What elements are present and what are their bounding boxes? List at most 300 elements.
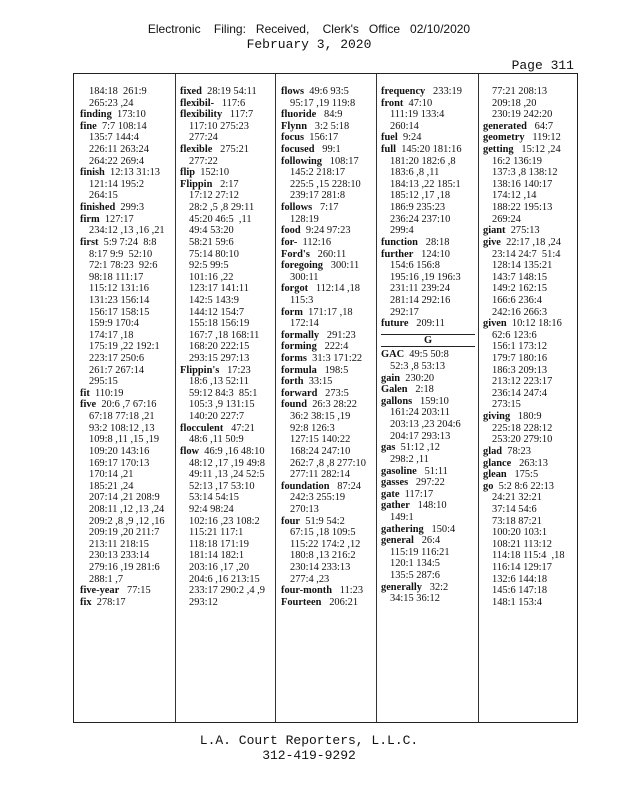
page-line-references: 279:16 ,19 281:6 xyxy=(89,561,160,573)
index-entry-continuation xyxy=(180,458,274,470)
index-entry-continuation xyxy=(180,214,274,226)
index-entry-continuation xyxy=(80,527,174,539)
index-entry-continuation xyxy=(180,550,274,562)
page-line-references: 28:19 54:11 xyxy=(201,86,257,97)
index-term: gather xyxy=(381,500,410,512)
page-line-references: 222:4 xyxy=(316,341,349,353)
page-line-references: 9:24 97:23 xyxy=(300,225,351,237)
index-term: gasoline xyxy=(381,465,417,477)
reporter-phone: 312-419-9292 xyxy=(262,748,356,763)
page-line-references: 288:1 ,7 xyxy=(89,573,124,585)
page-line-references: 275:21 xyxy=(212,144,249,156)
index-entry xyxy=(381,86,477,98)
page-line-references: 115:21 117:1 xyxy=(189,527,244,539)
page-line-references: 28:2 ,5 ,8 29:11 xyxy=(189,202,255,214)
index-column-3 xyxy=(281,86,375,722)
index-entry-continuation xyxy=(180,156,274,168)
index-entry xyxy=(180,365,274,377)
index-entry-continuation xyxy=(80,190,174,202)
page-line-references: 17:12 27:12 xyxy=(189,190,239,202)
index-entry-continuation xyxy=(80,341,174,353)
index-term: fix xyxy=(80,596,92,608)
index-entry-continuation xyxy=(483,423,577,435)
index-entry-continuation xyxy=(281,504,375,516)
index-entry-continuation xyxy=(80,330,174,342)
page-line-references: 171:17 ,18 xyxy=(302,306,353,318)
page-line-references: 118:18 171:19 xyxy=(189,538,249,550)
index-entry-continuation xyxy=(483,330,577,342)
index-entry-continuation xyxy=(381,454,477,466)
page-line-references: 92:5 99:5 xyxy=(189,260,229,272)
index-entry xyxy=(381,373,477,385)
index-entry xyxy=(281,585,375,597)
index-entry xyxy=(281,307,375,319)
index-entry-continuation xyxy=(381,431,477,443)
index-entry xyxy=(281,481,375,493)
index-entry-continuation xyxy=(483,365,577,377)
page-line-references: 166:6 236:4 xyxy=(492,294,542,306)
index-entry-continuation xyxy=(483,283,577,295)
index-entry xyxy=(381,582,477,594)
page-line-references: 174:12 ,14 xyxy=(492,190,537,202)
index-entry xyxy=(281,121,375,133)
page-line-references: 152:10 xyxy=(195,167,230,179)
index-entry-continuation xyxy=(281,411,375,423)
index-term: given xyxy=(483,318,507,330)
page-line-references: 121:14 195:2 xyxy=(89,178,145,190)
page-line-references: 261:7 267:14 xyxy=(89,364,145,376)
page-line-references: 72:1 78:23 92:6 xyxy=(89,260,158,272)
page-line-references: 209:11 xyxy=(408,318,445,330)
index-entry-continuation xyxy=(80,458,174,470)
index-entry xyxy=(180,179,274,191)
index-entry xyxy=(281,249,375,261)
index-entry-continuation xyxy=(483,260,577,272)
index-entry-continuation xyxy=(281,539,375,551)
page-line-references: 138:16 140:17 xyxy=(492,178,553,190)
page-line-references: 2:17 xyxy=(212,178,239,190)
page-line-references: 144:12 154:7 xyxy=(189,306,245,318)
page-line-references: 115:19 116:21 xyxy=(390,546,450,558)
page-line-references: 253:20 279:10 xyxy=(492,434,553,446)
index-term: following xyxy=(281,155,322,167)
page-line-references: 22:17 ,18 ,24 xyxy=(500,236,561,248)
page-line-references: 264:22 269:4 xyxy=(89,155,145,167)
page-number: Page 311 xyxy=(511,58,574,73)
page-line-references: 32:2 xyxy=(421,581,449,593)
index-entry-continuation xyxy=(381,593,477,605)
page-line-references: 23:14 24:7 51:4 xyxy=(492,248,561,260)
index-entry-continuation xyxy=(80,249,174,261)
index-entry xyxy=(483,411,577,423)
page-line-references: 34:15 36:12 xyxy=(390,593,440,605)
index-entry-continuation xyxy=(483,492,577,504)
index-entry xyxy=(381,318,477,330)
page-line-references: 99:1 xyxy=(314,144,341,156)
index-entry xyxy=(483,458,577,470)
index-term: Flippin xyxy=(180,178,213,190)
page-line-references: 293:15 297:13 xyxy=(189,353,250,365)
index-entry-continuation xyxy=(80,283,174,295)
page-line-references: 188:22 195:13 xyxy=(492,202,553,214)
index-entry-continuation xyxy=(180,295,274,307)
page-line-references: 93:2 108:12 ,13 xyxy=(89,422,155,434)
page-line-references: 198:5 xyxy=(316,364,349,376)
section-letter: G xyxy=(381,334,475,348)
index-entry xyxy=(381,144,477,156)
page-line-references: 230:19 242:20 xyxy=(492,109,553,121)
page-line-references: 49:4 53:20 xyxy=(189,225,234,237)
index-term: flip xyxy=(180,167,196,179)
index-entry-continuation xyxy=(381,109,477,121)
filing-date-line: February 3, 2020 xyxy=(246,37,372,52)
index-entry-continuation xyxy=(483,179,577,191)
index-term: four-month xyxy=(281,585,332,597)
index-entry-continuation xyxy=(180,469,274,481)
index-term: further xyxy=(381,248,414,260)
page-line-references: 17:23 xyxy=(219,364,251,376)
index-entry xyxy=(381,535,477,547)
index-entry-continuation xyxy=(80,376,174,388)
page-line-references: 3:2 5:18 xyxy=(307,120,350,132)
page-line-references: 168:24 247:10 xyxy=(290,445,351,457)
index-entry-continuation xyxy=(80,574,174,586)
index-entry xyxy=(80,109,174,121)
index-entry xyxy=(381,500,477,512)
index-entry-continuation xyxy=(80,353,174,365)
page-line-references: 213:12 223:17 xyxy=(492,376,553,388)
index-entry-continuation xyxy=(80,481,174,493)
page-line-references: 297:22 xyxy=(408,477,445,489)
page-line-references: 148:1 153:4 xyxy=(492,596,542,608)
index-entry-continuation xyxy=(483,539,577,551)
page-line-references: 186:9 235:23 xyxy=(390,202,446,214)
page-line-references: 169:17 170:13 xyxy=(89,457,150,469)
index-term: glean xyxy=(483,469,507,481)
index-column-4 xyxy=(381,86,477,722)
index-entry xyxy=(80,202,174,214)
page-line-references: 155:18 156:19 xyxy=(189,318,250,330)
index-term: fit xyxy=(80,387,90,399)
index-entry xyxy=(281,516,375,528)
index-entry xyxy=(483,237,577,249)
index-term: Fourteen xyxy=(281,596,322,608)
index-entry-continuation xyxy=(281,423,375,435)
index-term: finding xyxy=(80,109,112,121)
index-entry xyxy=(281,225,375,237)
page-line-references: 300:11 xyxy=(290,271,319,283)
index-entry-continuation xyxy=(483,353,577,365)
page-line-references: 49:11 ,13 ,24 52:5 xyxy=(189,469,265,481)
page-line-references: 105:3 ,9 131:15 xyxy=(189,399,255,411)
index-entry xyxy=(281,597,375,609)
page-line-references: 64:7 xyxy=(526,120,554,132)
index-entry-continuation xyxy=(483,597,577,609)
page-line-references: 10:12 18:16 xyxy=(506,318,562,330)
index-entry-continuation xyxy=(483,272,577,284)
page-line-references: 7:17 xyxy=(312,202,339,214)
index-entry-continuation xyxy=(180,376,274,388)
index-entry-continuation xyxy=(80,132,174,144)
page-line-references: 109:20 143:16 xyxy=(89,445,150,457)
page-line-references: 175:5 xyxy=(506,469,539,481)
index-entry-continuation xyxy=(80,562,174,574)
index-entry-continuation xyxy=(180,341,274,353)
page-line-references: 24:21 32:21 xyxy=(492,492,542,504)
index-entry-continuation xyxy=(381,283,477,295)
index-entry-continuation xyxy=(483,376,577,388)
index-entry-continuation xyxy=(180,330,274,342)
index-entry-continuation xyxy=(80,550,174,562)
index-entry-continuation xyxy=(381,121,477,133)
index-term: flexible xyxy=(180,144,213,156)
page-line-references: 242:3 255:19 xyxy=(290,492,346,504)
page-line-references: 184:18 261:9 xyxy=(89,86,147,97)
page-line-references: 195:16 ,19 196:3 xyxy=(390,271,461,283)
index-entry-continuation xyxy=(80,86,174,98)
index-column-2 xyxy=(180,86,274,722)
index-entry-continuation xyxy=(483,504,577,516)
index-entry xyxy=(180,446,274,458)
page-line-references: 120:1 134:5 xyxy=(390,558,440,570)
index-entry-continuation xyxy=(483,167,577,179)
page-line-references: 59:12 84:3 85:1 xyxy=(189,387,258,399)
page-line-references: 234:12 ,13 ,16 ,21 xyxy=(89,225,165,237)
index-entry xyxy=(483,446,577,458)
index-entry-continuation xyxy=(180,492,274,504)
index-entry-continuation xyxy=(281,458,375,470)
page-line-references: 230:13 233:14 xyxy=(89,550,150,562)
index-entry xyxy=(483,469,577,481)
index-entry xyxy=(281,388,375,400)
page-line-references: 117:17 xyxy=(399,488,434,500)
index-entry-continuation xyxy=(180,283,274,295)
page-line-references: 242:16 266:3 xyxy=(492,306,548,318)
index-term: gathering xyxy=(381,523,424,535)
page-line-references: 270:13 xyxy=(290,503,319,515)
page-line-references: 47:10 xyxy=(403,97,433,109)
page-line-references: 277:22 xyxy=(189,155,218,167)
index-entry-continuation xyxy=(281,318,375,330)
index-term: glad xyxy=(483,445,503,457)
page-line-references: 98:18 111:17 xyxy=(89,271,144,283)
page-line-references: 52:13 ,17 53:10 xyxy=(189,480,255,492)
page-line-references: 51:12 ,12 xyxy=(395,442,440,454)
index-entry-continuation xyxy=(381,570,477,582)
page-line-references: 159:10 xyxy=(412,395,449,407)
index-entry-continuation xyxy=(281,179,375,191)
index-entry-continuation xyxy=(80,98,174,110)
index-term: five-year xyxy=(80,585,120,597)
page-line-references: 299:3 xyxy=(115,202,145,214)
page-line-references: 5:9 7:24 8:8 xyxy=(98,236,157,248)
page-line-references: 75:14 80:10 xyxy=(189,248,239,260)
page-line-references: 47:21 xyxy=(223,422,255,434)
page-line-references: 233:19 xyxy=(425,86,462,97)
page-line-references: 291:23 xyxy=(319,329,356,341)
index-term: gate xyxy=(381,488,400,500)
page-line-references: 28:18 xyxy=(417,236,450,248)
index-entry-continuation xyxy=(483,109,577,121)
page-line-references: 33:15 xyxy=(303,376,333,388)
index-entry-continuation xyxy=(381,156,477,168)
index-entry xyxy=(281,86,375,98)
index-entry xyxy=(483,132,577,144)
page-line-references: 209:19 ,20 211:7 xyxy=(89,527,160,539)
page-line-references: 184:13 ,22 185:1 xyxy=(390,178,461,190)
index-term: four xyxy=(281,515,301,527)
index-entry-continuation xyxy=(180,562,274,574)
index-entry-continuation xyxy=(483,550,577,562)
page-line-references: 115:3 xyxy=(290,294,314,306)
index-entry xyxy=(281,353,375,365)
page-line-references: 181:14 182:1 xyxy=(189,550,245,562)
index-entry-continuation xyxy=(180,237,274,249)
page-line-references: 137:3 ,8 138:12 xyxy=(492,167,558,179)
index-entry-continuation xyxy=(381,272,477,284)
index-entry xyxy=(281,399,375,411)
page-line-references: 73:18 87:21 xyxy=(492,515,542,527)
page-line-references: 16:2 136:19 xyxy=(492,155,542,167)
page-line-references: 273:5 xyxy=(317,387,349,399)
index-entry-continuation xyxy=(80,492,174,504)
page-line-references: 159:9 170:4 xyxy=(89,318,139,330)
page-line-references: 145:20 181:16 xyxy=(396,144,462,156)
index-entry-continuation xyxy=(381,547,477,559)
index-term: for- xyxy=(281,236,298,248)
index-entry-continuation xyxy=(483,434,577,446)
index-entry-continuation xyxy=(281,469,375,481)
index-entry-continuation xyxy=(381,260,477,272)
page-line-references: 300:11 xyxy=(322,260,360,272)
index-term: give xyxy=(483,236,501,248)
index-term: flow xyxy=(180,445,200,457)
page-line-references: 156:17 xyxy=(304,132,339,144)
index-entry-continuation xyxy=(483,295,577,307)
index-entry-continuation xyxy=(180,481,274,493)
page-line-references: 77:21 208:13 xyxy=(492,86,548,97)
index-entry-continuation xyxy=(281,190,375,202)
page-line-references: 101:16 ,22 xyxy=(189,271,234,283)
index-entry xyxy=(180,109,274,121)
page-line-references: 119:12 xyxy=(524,132,561,144)
index-entry xyxy=(281,283,375,295)
index-term: finished xyxy=(80,202,116,214)
page-line-references: 142:5 143:9 xyxy=(189,294,239,306)
page-line-references: 260:11 xyxy=(309,248,347,260)
index-term: first xyxy=(80,236,99,248)
index-entry-continuation xyxy=(281,446,375,458)
index-term: fixed xyxy=(180,86,202,97)
index-term: getting xyxy=(483,144,514,156)
page-line-references: 12:13 31:13 xyxy=(104,167,160,179)
index-entry-continuation xyxy=(180,574,274,586)
index-entry-continuation xyxy=(281,214,375,226)
index-entry-continuation xyxy=(381,407,477,419)
column-divider xyxy=(376,74,377,722)
index-entry xyxy=(381,524,477,536)
index-term: found xyxy=(281,399,307,411)
page-line-references: 170:14 ,21 xyxy=(89,469,134,481)
index-entry xyxy=(80,214,174,226)
page-line-references: 148:10 xyxy=(409,500,447,512)
index-entry-continuation xyxy=(80,295,174,307)
page-line-references: 135:7 144:4 xyxy=(89,132,139,144)
index-entry-continuation xyxy=(180,411,274,423)
index-entry xyxy=(381,249,477,261)
page-line-references: 154:6 156:8 xyxy=(390,260,440,272)
page-line-references: 117:7 xyxy=(222,109,254,121)
index-entry-continuation xyxy=(281,574,375,586)
index-term: forward xyxy=(281,387,318,399)
index-entry-continuation xyxy=(80,144,174,156)
word-index-box xyxy=(73,73,578,723)
page-line-references: 128:14 135:21 xyxy=(492,260,553,272)
index-entry-continuation xyxy=(180,504,274,516)
index-term: geometry xyxy=(483,132,525,144)
page-line-references: 58:21 59:6 xyxy=(189,236,234,248)
index-term: flexibil- xyxy=(180,97,215,109)
index-term: gas xyxy=(381,442,396,454)
index-entry-continuation xyxy=(381,167,477,179)
index-entry xyxy=(483,121,577,133)
index-entry-continuation xyxy=(180,202,274,214)
page-line-references: 112:14 ,18 xyxy=(308,283,360,295)
page-line-references: 203:13 ,23 204:6 xyxy=(390,419,461,431)
index-entry xyxy=(281,202,375,214)
page-line-references: 265:23 ,24 xyxy=(89,97,134,109)
page-line-references: 114:18 115:4 ,18 xyxy=(492,550,565,562)
index-entry-continuation xyxy=(483,249,577,261)
index-term: flexibility xyxy=(180,109,223,121)
page-line-references: 230:20 xyxy=(400,372,435,384)
page-line-references: 53:14 54:15 xyxy=(189,492,239,504)
index-term: forming xyxy=(281,341,317,353)
index-entry-continuation xyxy=(483,341,577,353)
page-line-references: 92:8 126:3 xyxy=(290,422,335,434)
index-entry xyxy=(381,349,477,361)
page-line-references: 37:14 54:6 xyxy=(492,503,537,515)
index-term: foregoing xyxy=(281,260,323,272)
index-entry xyxy=(381,237,477,249)
page-line-references: 84:9 xyxy=(316,109,343,121)
index-entry xyxy=(180,167,274,179)
index-term: focus xyxy=(281,132,305,144)
index-entry-continuation xyxy=(281,295,375,307)
index-entry xyxy=(381,132,477,144)
page-line-references: 2:18 xyxy=(407,384,434,396)
index-entry-continuation xyxy=(483,156,577,168)
index-term: foundation xyxy=(281,480,330,492)
page-line-references: 9:24 xyxy=(397,132,422,144)
index-term: giant xyxy=(483,225,506,237)
page-line-references: 127:17 xyxy=(99,213,134,225)
page-line-references: 273:15 xyxy=(492,399,521,411)
page-line-references: 52:3 ,8 53:13 xyxy=(390,361,446,373)
page-line-references: 281:14 292:16 xyxy=(390,294,451,306)
index-entry xyxy=(80,237,174,249)
index-entry-continuation xyxy=(180,399,274,411)
index-term: general xyxy=(381,535,414,547)
index-entry-continuation xyxy=(381,179,477,191)
page-line-references: 225:18 228:12 xyxy=(492,422,553,434)
page-line-references: 48:12 ,17 ,19 49:8 xyxy=(189,457,265,469)
index-entry xyxy=(483,318,577,330)
page-line-references: 77:15 xyxy=(119,585,151,597)
index-entry-continuation xyxy=(483,574,577,586)
page-line-references: 115:12 131:16 xyxy=(89,283,149,295)
index-term: forms xyxy=(281,353,307,365)
